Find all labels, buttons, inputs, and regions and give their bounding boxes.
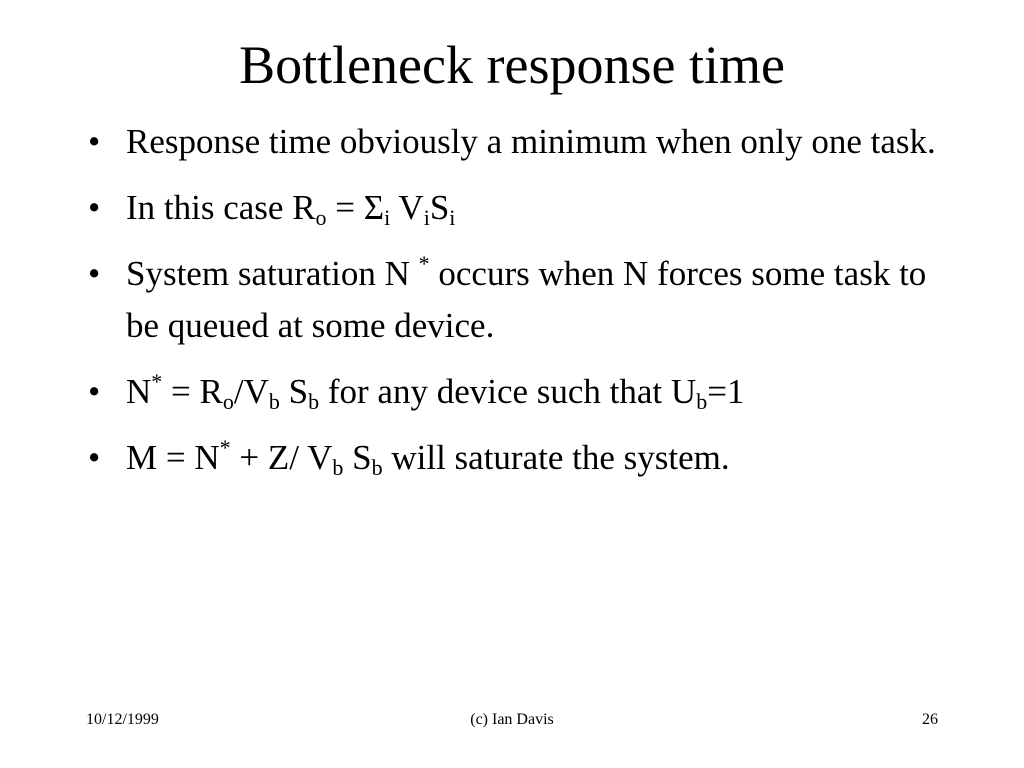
bullet-dot: • <box>88 254 101 293</box>
bullet-text: occurs when N forces some task to be queued at some device. <box>126 254 927 345</box>
formula-text: V <box>390 188 424 227</box>
formula-subscript: b <box>696 389 708 414</box>
formula-subscript: i <box>384 205 391 230</box>
bullet-response-time-minimum <box>88 116 948 168</box>
formula-text: /V <box>233 372 269 411</box>
formula-text: for any device such that U <box>319 372 697 411</box>
formula-text: S <box>279 372 309 411</box>
footer-date: 10/12/1999 <box>86 711 159 728</box>
formula-subscript: o <box>315 205 327 230</box>
footer-page-number: 26 <box>922 711 938 728</box>
formula-subscript: b <box>371 455 383 480</box>
formula-text: N <box>126 372 152 411</box>
formula-text: M = N <box>126 438 220 477</box>
bullet-text: System saturation N <box>126 254 419 293</box>
bullet-dot: • <box>88 372 101 411</box>
bullet-list <box>88 116 948 498</box>
formula-text: S <box>429 188 450 227</box>
bullet-single-task-formula <box>88 182 948 234</box>
formula-text: S <box>343 438 372 477</box>
formula-text: will saturate the system. <box>382 438 730 477</box>
bullet-text: Response time obviously a minimum when only one task. <box>126 122 936 161</box>
bullet-m-saturation-formula <box>88 432 948 484</box>
formula-superscript: * <box>219 435 231 460</box>
formula-superscript: * <box>418 251 430 276</box>
bullet-dot: • <box>88 438 101 477</box>
bullet-dot: • <box>88 122 101 161</box>
formula-text: In this case R <box>126 188 316 227</box>
bullet-system-saturation <box>88 248 948 352</box>
formula-text: =1 <box>707 372 745 411</box>
formula-text: = R <box>162 372 223 411</box>
bullet-dot: • <box>88 188 101 227</box>
formula-superscript: * <box>151 369 163 394</box>
formula-subscript: o <box>222 389 234 414</box>
formula-subscript: b <box>308 389 320 414</box>
formula-subscript: b <box>268 389 280 414</box>
footer-author: (c) Ian Davis <box>470 711 554 728</box>
formula-subscript: i <box>449 205 456 230</box>
formula-text: = Σ <box>326 188 385 227</box>
formula-text: + Z/ V <box>230 438 333 477</box>
formula-subscript: b <box>332 455 344 480</box>
bullet-n-star-formula <box>88 366 948 418</box>
formula-subscript: i <box>423 205 430 230</box>
slide-title: Bottleneck response time <box>239 35 785 95</box>
